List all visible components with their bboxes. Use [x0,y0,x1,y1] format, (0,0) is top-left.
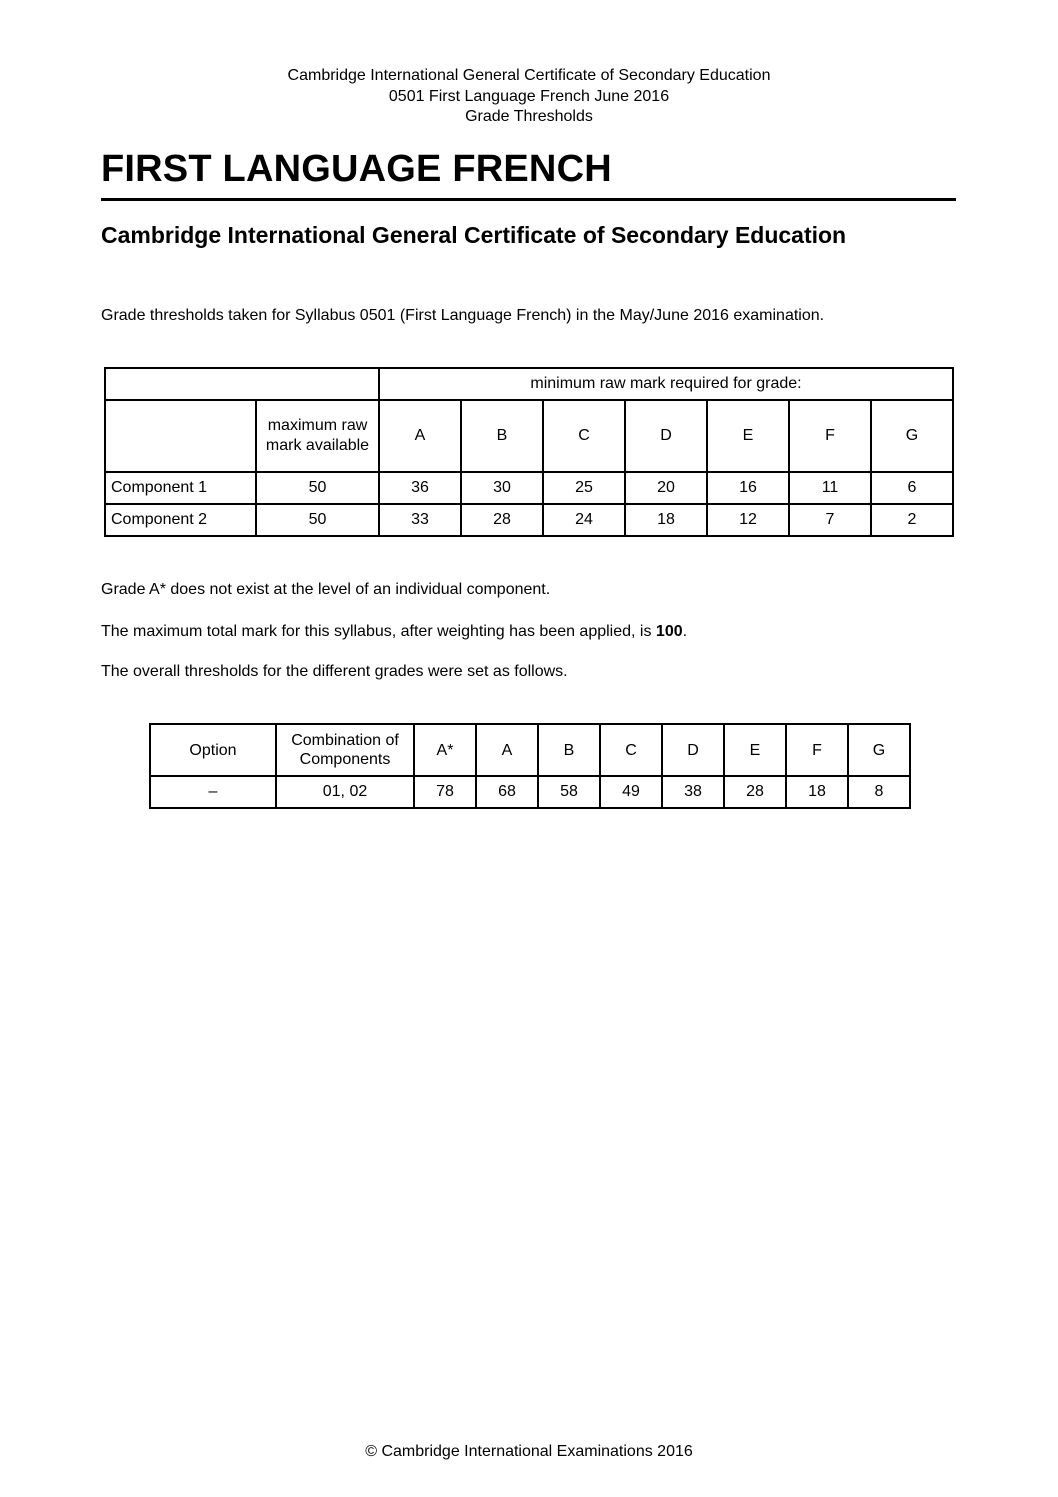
copyright-footer: © Cambridge International Examinations 2016 [365,1443,693,1460]
threshold-value: 2 [871,504,953,536]
empty-header-cell [105,368,379,400]
note-max-total-suffix: . [682,623,688,640]
combination-header: Combination of Components [276,724,414,776]
title-divider [101,198,956,201]
header-doc-type: Grade Thresholds [465,108,593,125]
threshold-value: 49 [600,776,662,808]
grade-header: A [476,724,538,776]
option-header: Option [150,724,276,776]
threshold-value: 25 [543,472,625,504]
component-label: Component 2 [105,504,256,536]
threshold-value: 78 [414,776,476,808]
grade-header: B [461,400,543,472]
threshold-value: 24 [543,504,625,536]
intro-text: Grade thresholds taken for Syllabus 0501 (First Language French) in the May/June 2016 examination. [101,307,825,324]
grade-header: F [786,724,848,776]
overall-thresholds-table [149,723,911,809]
header-syllabus: 0501 First Language French June 2016 [388,87,670,105]
grade-header: D [625,400,707,472]
max-total-value: 100 [655,623,683,640]
note-overall: The overall thresholds for the different grades were set as follows. [101,663,568,680]
option-value: – [150,776,276,808]
threshold-value: 30 [461,472,543,504]
threshold-value: 33 [379,504,461,536]
grade-header: A* [414,724,476,776]
grade-group-header: minimum raw mark required for grade: [379,368,953,400]
table-row [105,472,953,504]
threshold-value: 6 [871,472,953,504]
threshold-value: 7 [789,504,871,536]
combination-value: 01, 02 [276,776,414,808]
threshold-value: 28 [724,776,786,808]
threshold-value: 8 [848,776,910,808]
component-label: Component 1 [105,472,256,504]
note-max-total-prefix: The maximum total mark for this syllabus, after weighting has been applied, is [101,623,656,640]
threshold-value: 36 [379,472,461,504]
threshold-value: 12 [707,504,789,536]
grade-header: D [662,724,724,776]
table-row [150,776,910,808]
max-mark-value: 50 [256,504,379,536]
table-row [105,504,953,536]
max-mark-value: 50 [256,472,379,504]
component-thresholds-table [104,367,954,537]
page-title: FIRST LANGUAGE FRENCH [101,148,612,190]
threshold-value: 20 [625,472,707,504]
grade-header: G [871,400,953,472]
page-subtitle: Cambridge International General Certificate of Secondary Education [101,222,847,248]
grade-header: F [789,400,871,472]
grade-header: E [724,724,786,776]
grade-header: E [707,400,789,472]
note-a-star: Grade A* does not exist at the level of an individual component. [101,581,551,598]
grade-header: G [848,724,910,776]
document-header [0,66,1058,128]
threshold-value: 28 [461,504,543,536]
threshold-value: 11 [789,472,871,504]
threshold-value: 68 [476,776,538,808]
threshold-value: 18 [625,504,707,536]
threshold-value: 18 [786,776,848,808]
max-mark-header: maximum raw mark available [256,400,379,472]
threshold-value: 38 [662,776,724,808]
grade-header: B [538,724,600,776]
threshold-value: 58 [538,776,600,808]
threshold-value: 16 [707,472,789,504]
grade-header: C [600,724,662,776]
note-max-total [101,623,687,641]
grade-header: C [543,400,625,472]
header-qualification: Cambridge International General Certificate of Secondary Education [287,67,771,84]
grade-header: A [379,400,461,472]
empty-label-header-cell [105,400,256,472]
